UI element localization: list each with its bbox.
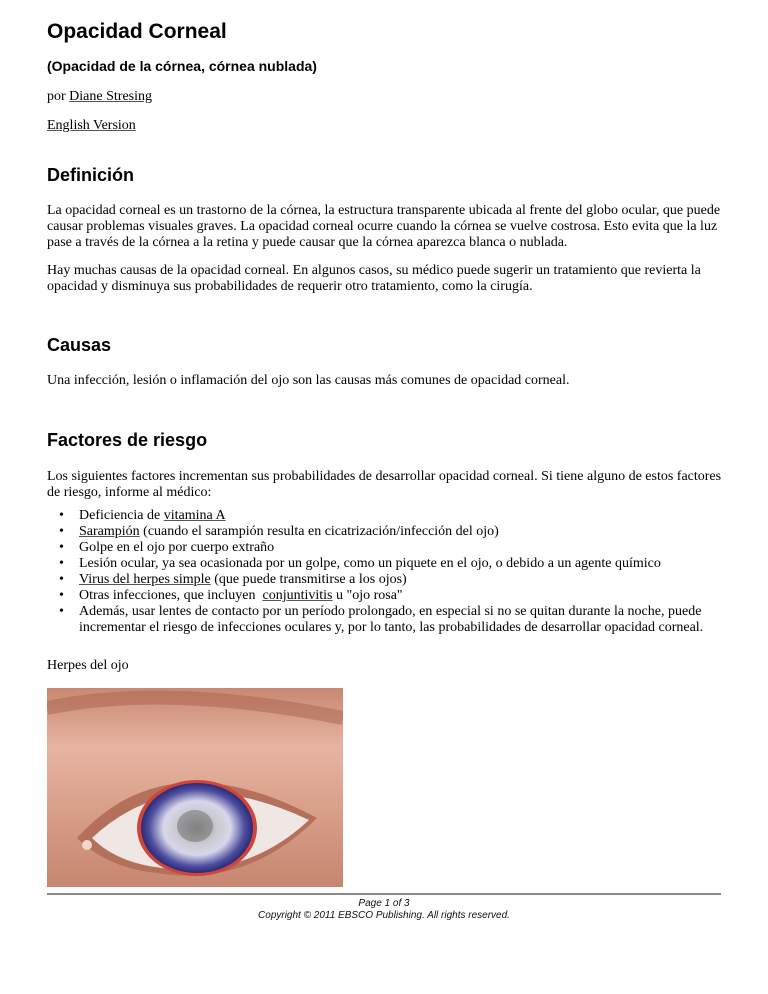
definicion-paragraph-1: La opacidad corneal es un trastorno de la córnea, la estructura transparente ubicada al frente del globo ocular, que puede causar problemas visuales graves. La opacidad corneal ocurre cuando la córnea se vuelve costrosa. Esto evita que la luz pase a través de la córnea a la retina y puede causar que la córnea aparezca blanca o nublada. bbox=[47, 203, 721, 250]
author-link[interactable]: Diane Stresing bbox=[69, 89, 152, 104]
section-heading-factores: Factores de riesgo bbox=[47, 430, 208, 450]
risk-factor-list bbox=[47, 508, 739, 636]
figure-caption: Herpes del ojo bbox=[47, 658, 129, 673]
bullet-icon: • bbox=[59, 540, 64, 555]
bullet-icon: • bbox=[59, 524, 64, 539]
factores-intro: Los siguientes factores incrementan sus probabilidades de desarrollar opacidad corneal. Si tiene alguno de estos factores de riesgo, informe al médico: bbox=[47, 469, 722, 500]
list-item: • Además, usar lentes de contacto por un período prolongado, en especial si no se quitan durante la noche, puede incrementar el riesgo de infecciones oculares y, por lo tanto, las probabilidades de desarrollar opacidad corneal. bbox=[59, 604, 704, 635]
footer-rule bbox=[47, 893, 721, 895]
page-number: Page 1 of 3 bbox=[358, 898, 410, 909]
list-item: • Otras infecciones, que incluyen conjuntivitis u "ojo rosa" bbox=[59, 588, 403, 603]
byline-prefix: por bbox=[47, 89, 70, 104]
herpes-simple-link[interactable]: Virus del herpes simple bbox=[79, 572, 211, 587]
herpes-eye-illustration bbox=[47, 688, 343, 887]
list-item: • Deficiencia de vitamina A bbox=[59, 508, 226, 523]
bullet-icon: • bbox=[59, 556, 64, 571]
bullet-icon: • bbox=[59, 508, 64, 523]
sarampion-link[interactable]: Sarampión bbox=[79, 524, 140, 539]
list-item: • Golpe en el ojo por cuerpo extraño bbox=[59, 540, 275, 555]
page-footer bbox=[0, 898, 768, 922]
bullet-icon: • bbox=[59, 572, 64, 587]
page-subtitle: (Opacidad de la córnea, córnea nublada) bbox=[47, 58, 317, 74]
copyright: Copyright © 2011 EBSCO Publishing. All rights reserved. bbox=[258, 910, 510, 921]
list-item: • Lesión ocular, ya sea ocasionada por un golpe, como un piquete en el ojo, o debido a un agente químico bbox=[59, 556, 661, 571]
byline bbox=[47, 89, 152, 105]
definicion-paragraph-2: Hay muchas causas de la opacidad corneal. En algunos casos, su médico puede sugerir un tratamiento que revierta la opacidad y disminuya sus probabilidades de requerir otro tratamiento, como la cirugía. bbox=[47, 263, 701, 294]
bullet-icon: • bbox=[59, 604, 64, 619]
vitamina-a-link[interactable]: vitamina A bbox=[163, 508, 226, 523]
list-item: • Virus del herpes simple (que puede transmitirse a los ojos) bbox=[59, 572, 407, 587]
section-heading-causas: Causas bbox=[47, 335, 112, 355]
page-title: Opacidad Corneal bbox=[47, 20, 227, 43]
list-item: • Sarampión (cuando el sarampión resulta en cicatrización/infección del ojo) bbox=[59, 524, 499, 539]
conjuntivitis-link[interactable]: conjuntivitis bbox=[262, 588, 333, 603]
english-version bbox=[47, 118, 136, 134]
bullet-icon: • bbox=[59, 588, 64, 603]
causas-paragraph: Una infección, lesión o inflamación del ojo son las causas más comunes de opacidad corneal. bbox=[47, 373, 570, 388]
english-version-link[interactable]: English Version bbox=[47, 118, 136, 133]
eye-icon bbox=[47, 688, 343, 887]
section-heading-definicion: Definición bbox=[47, 165, 135, 185]
